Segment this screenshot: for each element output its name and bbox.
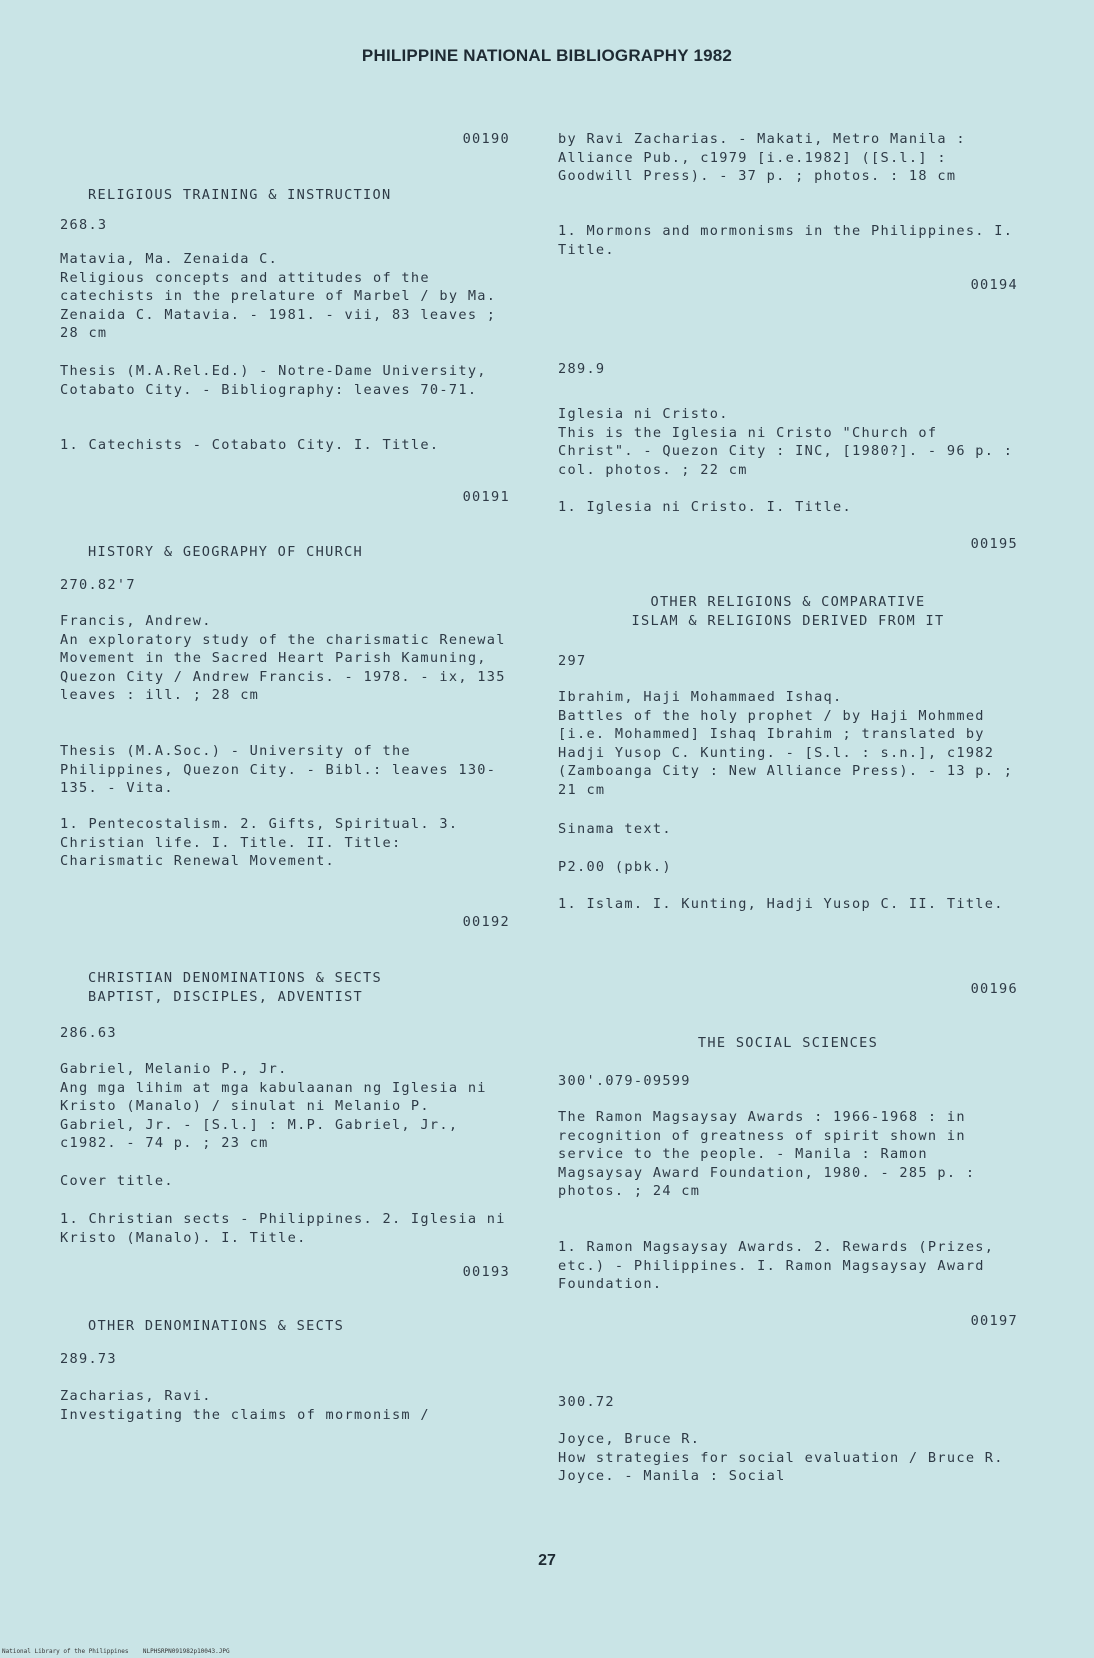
entry-number: 00195 [970, 536, 1018, 552]
entry-number: 00191 [462, 489, 510, 505]
entry-subjects: 1. Iglesia ni Cristo. I. Title. [558, 499, 853, 515]
scan-footer: National Library of the Philippines NLPHSRPN091982p10043.JPG [2, 1648, 230, 1655]
entry-description: How strategies for social evaluation / Bruce R. Joyce. - Manila : Social [558, 1449, 1014, 1484]
entry-note: Thesis (M.A.Soc.) - University of the Philippines, Quezon City. - Bibl.: leaves 130-135. - Vita. [60, 743, 497, 796]
section-heading: OTHER RELIGIONS & COMPARATIVE ISLAM & RELIGIONS DERIVED FROM IT [631, 594, 945, 629]
entry-subjects: 1. Islam. I. Kunting, Hadji Yusop C. II. Title. [558, 896, 1004, 912]
classification-number: 300.72 [558, 1394, 615, 1410]
entry-author: Iglesia ni Cristo. [558, 406, 729, 422]
entry-number: 00194 [970, 277, 1018, 293]
page-header-title: PHILIPPINE NATIONAL BIBLIOGRAPHY 1982 [361, 46, 733, 65]
entry-description-continued: by Ravi Zacharias. - Makati, Metro Manila : Alliance Pub., c1979 [i.e.1982] ([S.l.] : Goodwill Press). - 37 p. ; photos. : 18 cm [558, 131, 976, 184]
entry-note: Thesis (M.A.Rel.Ed.) - Notre-Dame University, Cotabato City. - Bibliography: leaves 70-71. [60, 363, 497, 398]
entry-number: 00197 [970, 1313, 1018, 1329]
entry-number: 00192 [462, 914, 510, 930]
entry-author: Francis, Andrew. [60, 613, 212, 629]
entry-number: 00190 [462, 131, 510, 147]
section-heading: RELIGIOUS TRAINING & INSTRUCTION [88, 187, 392, 203]
section-heading: CHRISTIAN DENOMINATIONS & SECTS BAPTIST, DISCIPLES, ADVENTIST [88, 970, 383, 1005]
entry-author: Ibrahim, Haji Mohammaed Ishaq. [558, 689, 843, 705]
section-heading: OTHER DENOMINATIONS & SECTS [88, 1318, 345, 1334]
entry-note: Sinama text. [558, 821, 672, 837]
entry-description: Investigating the claims of mormonism / [60, 1406, 430, 1423]
classification-number: 289.73 [60, 1351, 117, 1367]
classification-number: 300'.079-09599 [558, 1073, 691, 1089]
section-heading: HISTORY & GEOGRAPHY OF CHURCH [88, 544, 364, 560]
entry-number: 00196 [970, 981, 1018, 997]
page-number: 27 [538, 1552, 556, 1569]
entry-note: Cover title. [60, 1173, 174, 1189]
entry-description: This is the Iglesia ni Cristo "Church of Christ". - Quezon City : INC, [1980?]. - 96 p. : col. photos. ; 22 cm [558, 424, 1023, 478]
classification-number: 297 [558, 653, 587, 669]
entry-author: Matavia, Ma. Zenaida C. [60, 251, 279, 267]
entry-description: The Ramon Magsaysay Awards : 1966-1968 : in recognition of greatness of spirit shown in service to the people. - Manila : Ramon Magsaysay Award Foundation, 1980. - 285 p. : photos. ; 24 cm [558, 1109, 985, 1199]
classification-number: 268.3 [60, 217, 108, 233]
entry-subjects: 1. Christian sects - Philippines. 2. Iglesia ni Kristo (Manalo). I. Title. [60, 1211, 516, 1246]
entry-author: Joyce, Bruce R. [558, 1431, 701, 1447]
entry-description: Battles of the holy prophet / by Haji Mohmmed [i.e. Mohammed] Ishaq Ibrahim ; translated by Hadji Yusop C. Kunting. - [S.l. : s.n.], c1982 (Zamboanga City : New Alliance Press). - 13 p. ; 21 cm [558, 707, 1023, 798]
entry-description: Religious concepts and attitudes of the catechists in the prelature of Marbel / by Ma. Zenaida C. Matavia. - 1981. - vii, 83 leaves ; 28 cm [60, 269, 506, 341]
classification-number: 286.63 [60, 1025, 117, 1041]
classification-number: 270.82'7 [60, 577, 136, 593]
entry-author: Zacharias, Ravi. [60, 1388, 212, 1404]
entry-subjects: 1. Mormons and mormonisms in the Philippines. I. Title. [558, 223, 1023, 258]
entry-subjects: 1. Ramon Magsaysay Awards. 2. Rewards (Prizes, etc.) - Philippines. I. Ramon Magsaysay Award Foundation. [558, 1239, 1004, 1292]
entry-price: P2.00 (pbk.) [558, 859, 672, 875]
entry-description: An exploratory study of the charismatic Renewal Movement in the Sacred Heart Parish Kamuning, Quezon City / Andrew Francis. - 1978. - ix, 135 leaves : ill. ; 28 cm [60, 631, 516, 703]
entry-author: Gabriel, Melanio P., Jr. [60, 1061, 288, 1077]
entry-subjects: 1. Catechists - Cotabato City. I. Title. [60, 437, 440, 453]
entry-number: 00193 [462, 1264, 510, 1280]
classification-number: 289.9 [558, 361, 606, 377]
section-heading: THE SOCIAL SCIENCES [697, 1035, 879, 1051]
entry-description: Ang mga lihim at mga kabulaanan ng Iglesia ni Kristo (Manalo) / sinulat ni Melanio P. Gabriel, Jr. - [S.l.] : M.P. Gabriel, Jr., c1982. - 74 p. ; 23 cm [60, 1079, 497, 1151]
entry-subjects: 1. Pentecostalism. 2. Gifts, Spiritual. 3. Christian life. I. Title. II. Title: Charismatic Renewal Movement. [60, 816, 468, 869]
